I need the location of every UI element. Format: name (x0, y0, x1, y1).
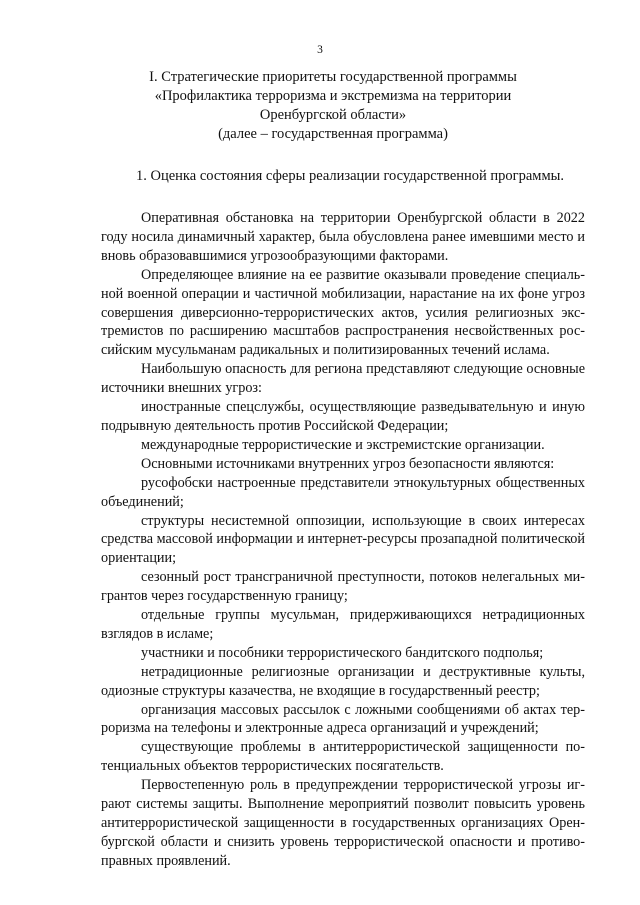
paragraph: Первостепенную роль в предупреждении террористической угрозы играют системы защиты. Выполнение мероприятий позволит повысить уровень антитеррористической защищенности в государственных организациях Оренбургской области и снизить уровень террористической опасности и противоправных проявлений. (101, 777, 585, 869)
paragraph: Наибольшую опасность для региона представляют следующие основные источники внешних угроз: (101, 361, 585, 397)
paragraph: Основными источниками внутренних угроз безопасности являются: (141, 455, 555, 472)
paragraph: структуры несистемной оппозиции, использующие в своих интересах средства массовой информации и интернет-ресурсы прозападной политической ориентации; (101, 512, 585, 567)
title-line: (далее – государственная программа) (218, 126, 448, 142)
paragraph: сезонный рост трансграничной преступности, потоков нелегальных мигрантов через государственную границу; (101, 569, 585, 605)
paragraph: существующие проблемы в антитеррористической защищенности потенциальных объектов террористических посягательств. (101, 739, 585, 775)
title-line: «Профилактика терроризма и экстремизма на территории (154, 88, 512, 104)
document-title (98, 68, 568, 144)
section-heading: 1. Оценка состояния сферы реализации государственной программы. (136, 168, 565, 184)
paragraph: отдельные группы мусульман, придерживающихся нетрадиционных взглядов в исламе; (101, 607, 585, 642)
paragraph: русофобски настроенные представители этнокультурных общественных объединений; (101, 474, 585, 510)
paragraph: иностранные спецслужбы, осуществляющие разведывательную и иную подрывную деятельность против Российской Федерации; (101, 399, 585, 434)
page-number: 3 (317, 44, 323, 56)
paragraph: Определяющее влияние на ее развитие оказывали проведение специальной военной операции и частичной мобилизации, нарастание на их фоне угроз совершения диверсионно-террористических актов, усилия религиозных экстремистов по расширению масштабов распространения несвойственных российским мусульманам радикальных и политизированных течений ислама. (101, 266, 585, 359)
paragraph: нетрадиционные религиозные организации и деструктивные культы, одиозные структуры казачества, не входящие в государственный реестр; (101, 663, 585, 699)
paragraph: участники и пособники террористического бандитского подполья; (141, 644, 544, 661)
body-text (101, 209, 585, 871)
title-line: Оренбургской области» (259, 107, 407, 123)
paragraph: организация массовых рассылок с ложными сообщениями об актах терроризма на телефоны и электронные адреса организаций и учреждений; (101, 701, 585, 737)
paragraph: Оперативная обстановка на территории Оренбургской области в 2022 году носила динамичный характер, была обусловлена ранее имевшими место и вновь образовавшимися угрозообразующими факторами. (101, 210, 585, 264)
title-line: I. Стратегические приоритеты государственной программы (149, 69, 517, 85)
paragraph: международные террористические и экстремистские организации. (141, 436, 545, 453)
